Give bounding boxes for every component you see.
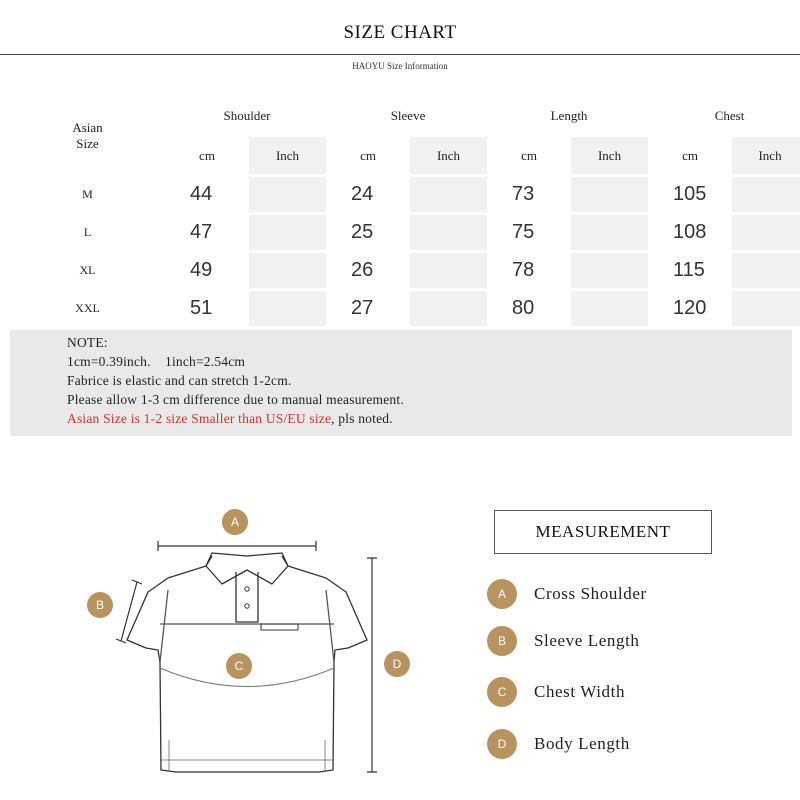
note-elastic: Fabrice is elastic and can stretch 1-2cm.: [67, 373, 292, 388]
legend-label: Body Length: [534, 734, 630, 753]
chest-cm: 120: [651, 291, 729, 326]
chest-cm: 105: [651, 177, 729, 212]
sleeve-cm: 24: [329, 177, 407, 212]
length-inch: [571, 253, 648, 288]
header-chest: Chest: [651, 97, 800, 134]
unit-cm: cm: [329, 137, 407, 174]
unit-inch: Inch: [571, 137, 648, 174]
length-cm: 73: [490, 177, 568, 212]
legend-item-body-length: [487, 729, 630, 759]
header-sleeve: Sleeve: [329, 97, 487, 134]
chest-cm: 115: [651, 253, 729, 288]
unit-inch: Inch: [249, 137, 326, 174]
length-inch: [571, 215, 648, 250]
size-label: XL: [10, 253, 165, 288]
length-cm: 75: [490, 215, 568, 250]
chest-inch: [732, 291, 800, 326]
note-label: NOTE:: [67, 335, 108, 350]
note-conversion: 1cm=0.39inch. 1inch=2.54cm: [67, 354, 246, 369]
shirt-button: [245, 587, 249, 591]
badge-c: C: [226, 653, 252, 679]
page-subtitle: HAOYU Size Information: [352, 61, 448, 71]
shirt-button: [245, 604, 249, 608]
length-inch: [571, 291, 648, 326]
legend-item-cross-shoulder: [487, 579, 647, 609]
shoulder-cm: 49: [168, 253, 246, 288]
header-shoulder: Shoulder: [168, 97, 326, 134]
legend-label: Cross Shoulder: [534, 584, 647, 603]
legend-badge: B: [487, 626, 517, 656]
note-warning-red: Asian Size is 1-2 size Smaller than US/EU size: [67, 411, 332, 426]
measurement-title: MEASUREMENT: [494, 510, 712, 554]
size-label: L: [10, 215, 165, 250]
length-cm: 78: [490, 253, 568, 288]
legend-label: Chest Width: [534, 682, 626, 701]
unit-cm: cm: [168, 137, 246, 174]
shirt-placket: [236, 572, 258, 622]
note-difference: Please allow 1-3 cm difference due to manual measurement.: [67, 392, 404, 407]
sleeve-cm: 27: [329, 291, 407, 326]
length-inch: [571, 177, 648, 212]
legend-item-chest-width: [487, 677, 625, 707]
header-length: Length: [490, 97, 648, 134]
legend-badge: A: [487, 579, 517, 609]
size-label: M: [10, 177, 165, 212]
page-title: SIZE CHART: [343, 22, 457, 43]
shoulder-cm: 47: [168, 215, 246, 250]
asian-size-header: Asian Size: [10, 97, 165, 174]
chest-inch: [732, 177, 800, 212]
badge-a: A: [222, 509, 248, 535]
legend-badge: C: [487, 677, 517, 707]
length-cm: 80: [490, 291, 568, 326]
legend-label: Sleeve Length: [534, 631, 640, 650]
shirt-pocket: [261, 624, 298, 630]
unit-inch: Inch: [410, 137, 487, 174]
measure-line-b: [116, 580, 142, 643]
chest-inch: [732, 215, 800, 250]
unit-inch: Inch: [732, 137, 800, 174]
unit-cm: cm: [490, 137, 568, 174]
measure-line-a: [158, 541, 316, 551]
shirt-collar: [206, 553, 288, 584]
chest-inch: [732, 253, 800, 288]
sleeve-cm: 26: [329, 253, 407, 288]
measure-line-d: [367, 558, 377, 772]
unit-cm: cm: [651, 137, 729, 174]
shoulder-cm: 51: [168, 291, 246, 326]
legend-item-sleeve-length: [487, 626, 640, 656]
sleeve-cm: 25: [329, 215, 407, 250]
note-warning-tail: , pls noted.: [331, 411, 393, 426]
chest-cm: 108: [651, 215, 729, 250]
shoulder-cm: 44: [168, 177, 246, 212]
legend-badge: D: [487, 729, 517, 759]
size-label: XXL: [10, 291, 165, 326]
badge-d: D: [384, 651, 410, 677]
badge-b: B: [87, 592, 113, 618]
